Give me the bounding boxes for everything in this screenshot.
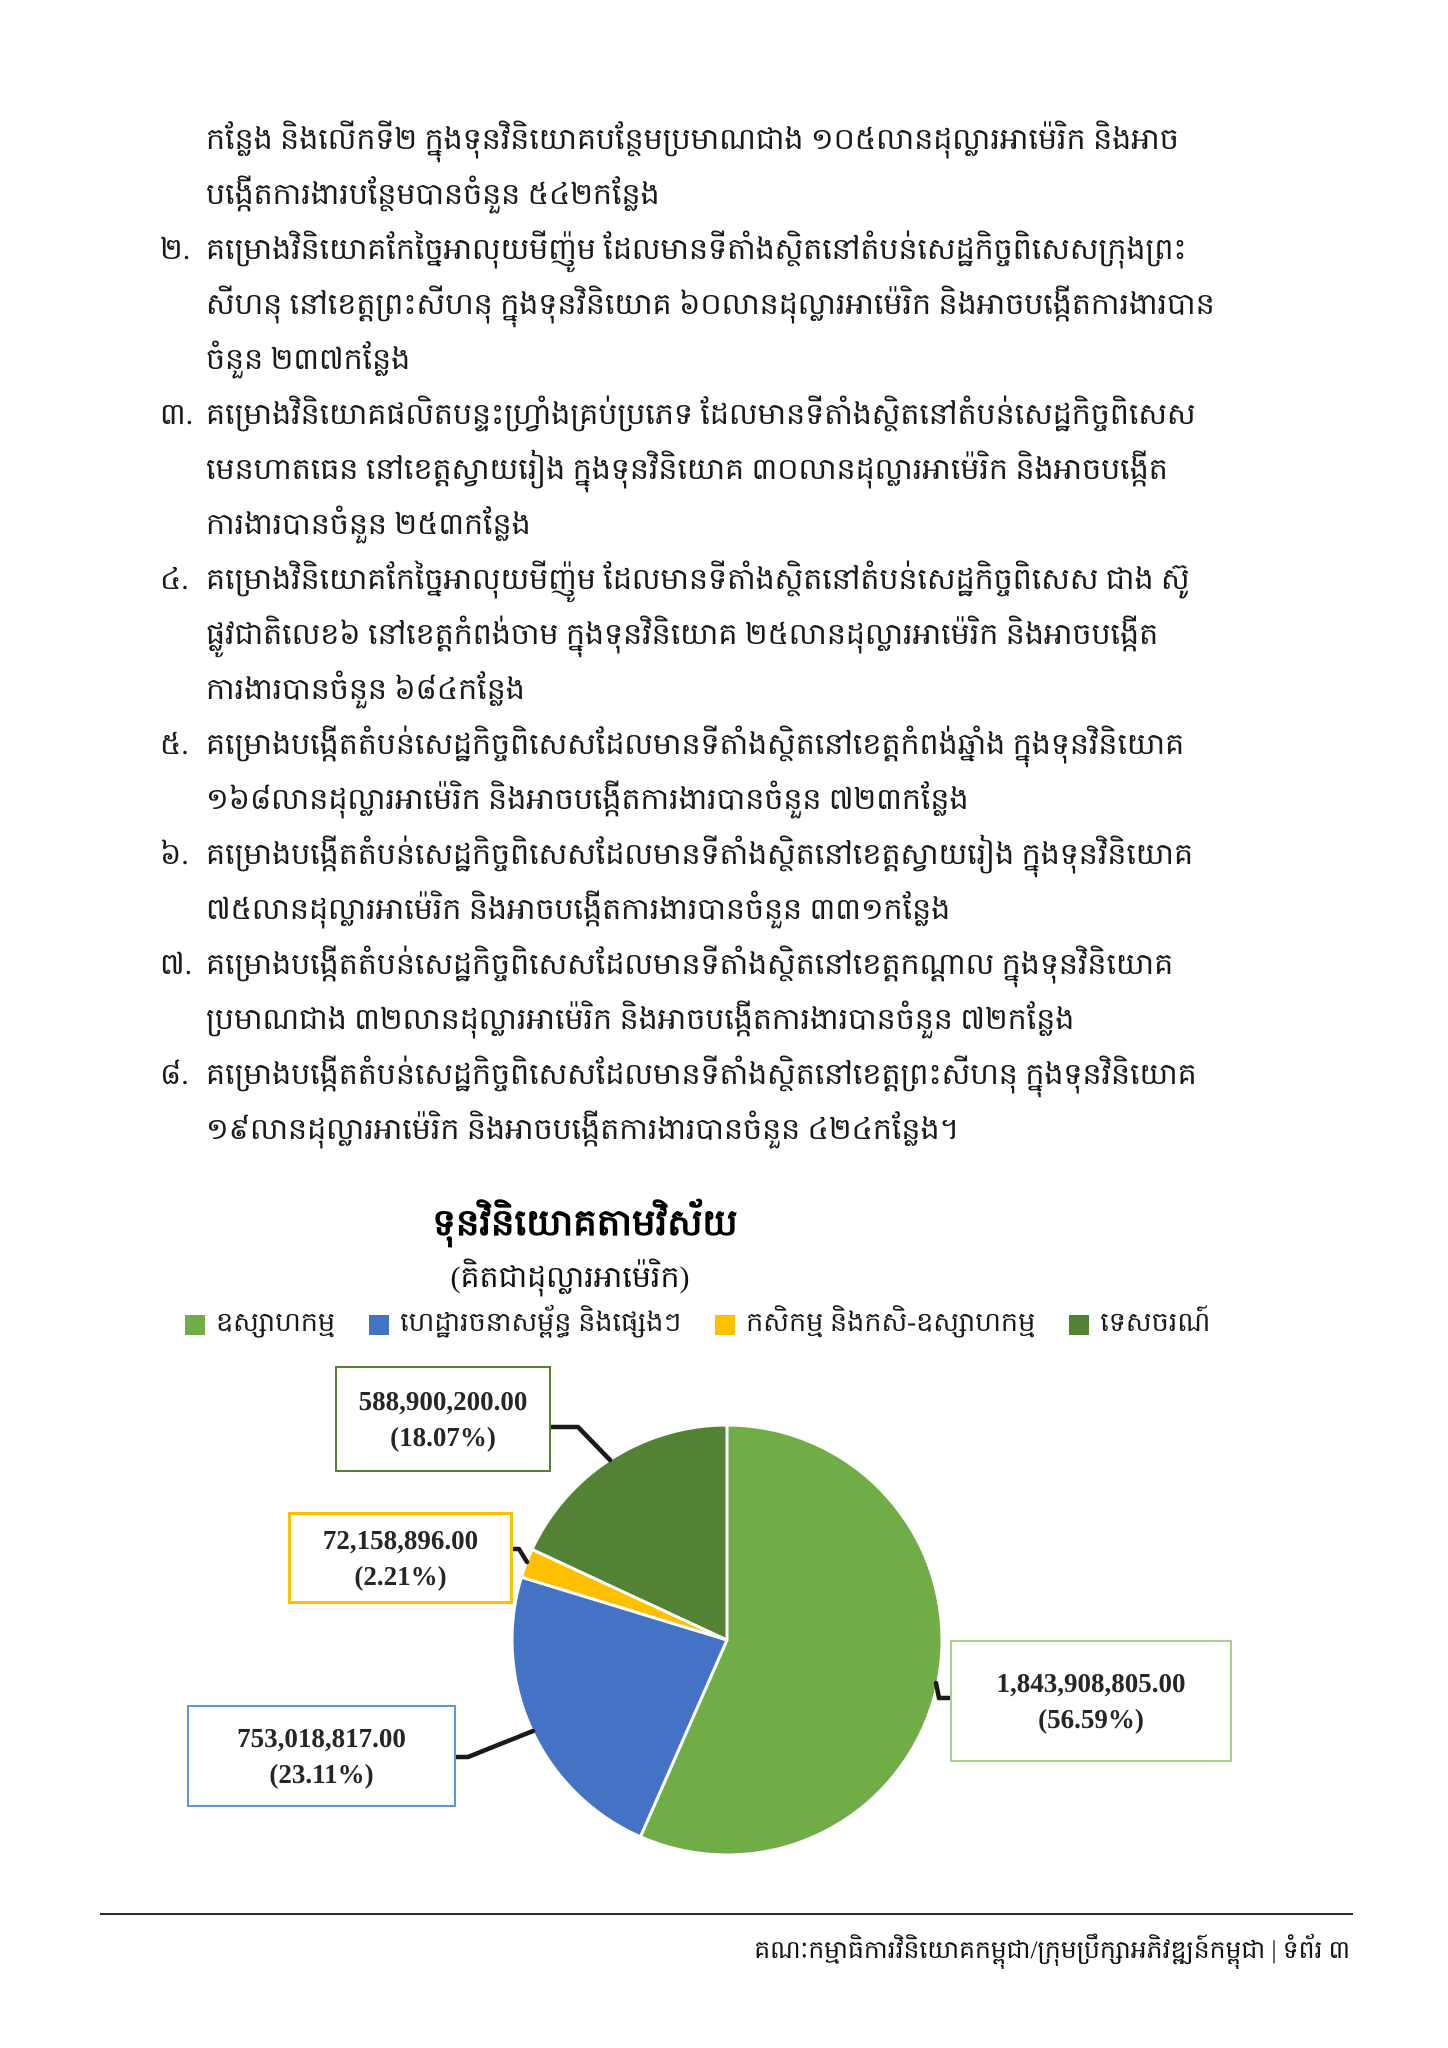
list-text: ចំនួន ២៣៧កន្លែង [206,343,411,376]
pie-slices [512,1425,942,1855]
list-text: ការងារបានចំនួន ២៥៣កន្លែង [206,508,531,541]
callout-value: 72,158,896.00 [322,1525,479,1555]
leader-line-industry [936,1683,950,1698]
legend-label: កសិកម្ម និងកសិ-ឧស្សាហកម្ម [746,1306,1036,1337]
list-text: គម្រោងបង្កើតតំបន់សេដ្ឋកិច្ចពិសេសដែលមានទីតាំងស្ថិតនៅខេត្តស្វាយរៀង ក្នុងទុនវិនិយោគ [206,838,1194,871]
leader-line-infrastructure [452,1731,533,1757]
callout-infrastructure [187,1705,456,1807]
leader-line-tourism [547,1427,610,1460]
list-number: ២. [160,233,191,266]
callout-percent: (2.21%) [354,1561,447,1591]
callout-value: 753,018,817.00 [237,1723,406,1753]
list-text: សីហនុ នៅខេត្តព្រះសីហនុ ក្នុងទុនវិនិយោគ ៦០លានដុល្លារអាម៉េរិក និងអាចបង្កើតការងារបាន [206,288,1215,321]
callout-agriculture [288,1512,513,1604]
list-number: ៥. [160,728,189,761]
callout-industry [950,1640,1232,1762]
chart-title: ទុនវិនិយោគតាមវិស័យ [432,1203,738,1244]
list-number: ៤. [160,563,189,596]
callout-percent: (18.07%) [390,1422,496,1452]
list-text: កន្លែង និងលើកទី២ ក្នុងទុនវិនិយោគបន្ថែមប្រមាណជាង ១០៥លានដុល្លារអាម៉េរិក និងអាច [206,123,1179,156]
list-number: ៦. [160,838,189,871]
list-text: គម្រោងបង្កើតតំបន់សេដ្ឋកិច្ចពិសេសដែលមានទីតាំងស្ថិតនៅខេត្តកំពង់ឆ្នាំង ក្នុងទុនវិនិយោគ [206,728,1185,761]
list-number: ៣. [160,398,194,431]
footer-text: គណៈកម្មាធិការវិនិយោគកម្ពុជា/ក្រុមប្រឹក្សាអភិវឌ្ឍន៍កម្ពុជា | ទំព័រ ៣ [754,1937,1350,1964]
list-text: គម្រោងវិនិយោគកែច្នៃអាលុយមីញ៉ូម ដែលមានទីតាំងស្ថិតនៅតំបន់សេដ្ឋកិច្ចពិសេស ជាង ស៊ូ [206,563,1190,596]
list-number: ៨. [160,1058,189,1091]
callout-tourism [335,1366,551,1472]
list-text: គម្រោងបង្កើតតំបន់សេដ្ឋកិច្ចពិសេសដែលមានទីតាំងស្ថិតនៅខេត្តព្រះសីហនុ ក្នុងទុនវិនិយោគ [206,1058,1197,1091]
callout-percent: (23.11%) [269,1759,374,1789]
chart-subtitle: (គិតជាដុល្លារអាម៉េរិក) [450,1261,690,1294]
list-text: គម្រោងបង្កើតតំបន់សេដ្ឋកិច្ចពិសេសដែលមានទីតាំងស្ថិតនៅខេត្តកណ្តាល ក្នុងទុនវិនិយោគ [206,948,1174,981]
list-text: ១៦៨លានដុល្លារអាម៉េរិក និងអាចបង្កើតការងារបានចំនួន ៧២៣កន្លែង [206,783,969,816]
legend-label: ទេសចរណ៍ [1100,1306,1211,1337]
list-text: ផ្លូវជាតិលេខ៦ នៅខេត្តកំពង់ចាម ក្នុងទុនវិនិយោគ ២៥លានដុល្លារអាម៉េរិក និងអាចបង្កើត [206,618,1159,651]
list-text: ១៩លានដុល្លារអាម៉េរិក និងអាចបង្កើតការងារបានចំនួន ៤២៤កន្លែង។ [206,1113,960,1146]
legend-label: ហេដ្ឋារចនាសម្ព័ន្ធ និងផ្សេងៗ [400,1306,682,1337]
list-text: ការងារបានចំនួន ៦៨៤កន្លែង [206,673,525,706]
callout-value: 588,900,200.00 [358,1386,528,1416]
list-text: មេនហាតធេន នៅខេត្តស្វាយរៀង ក្នុងទុនវិនិយោគ ៣០លានដុល្លារអាម៉េរិក និងអាចបង្កើត [206,453,1168,486]
list-text: ៧៥លានដុល្លារអាម៉េរិក និងអាចបង្កើតការងារបានចំនួន ៣៣១កន្លែង [206,893,951,926]
list-text: បង្កើតការងារបន្ថែមបានចំនួន ៥៤២កន្លែង [206,178,660,211]
list-number: ៧. [160,948,193,981]
list-text: ប្រមាណជាង ៣២លានដុល្លារអាម៉េរិក និងអាចបង្កើតការងារបានចំនួន ៧២កន្លែង [206,1003,1075,1036]
callout-percent: (56.59%) [1038,1704,1144,1734]
list-text: គម្រោងវិនិយោគកែច្នៃអាលុយមីញ៉ូម ដែលមានទីតាំងស្ថិតនៅតំបន់សេដ្ឋកិច្ចពិសេសក្រុងព្រះ [206,233,1187,266]
callout-value: 1,843,908,805.00 [996,1668,1186,1698]
legend-label: ឧស្សាហកម្ម [216,1306,336,1337]
list-text: គម្រោងវិនិយោគផលិតបន្ទះហ្វ្រាំងគ្រប់ប្រភេទ ដែលមានទីតាំងស្ថិតនៅតំបន់សេដ្ឋកិច្ចពិសេស [206,398,1196,431]
